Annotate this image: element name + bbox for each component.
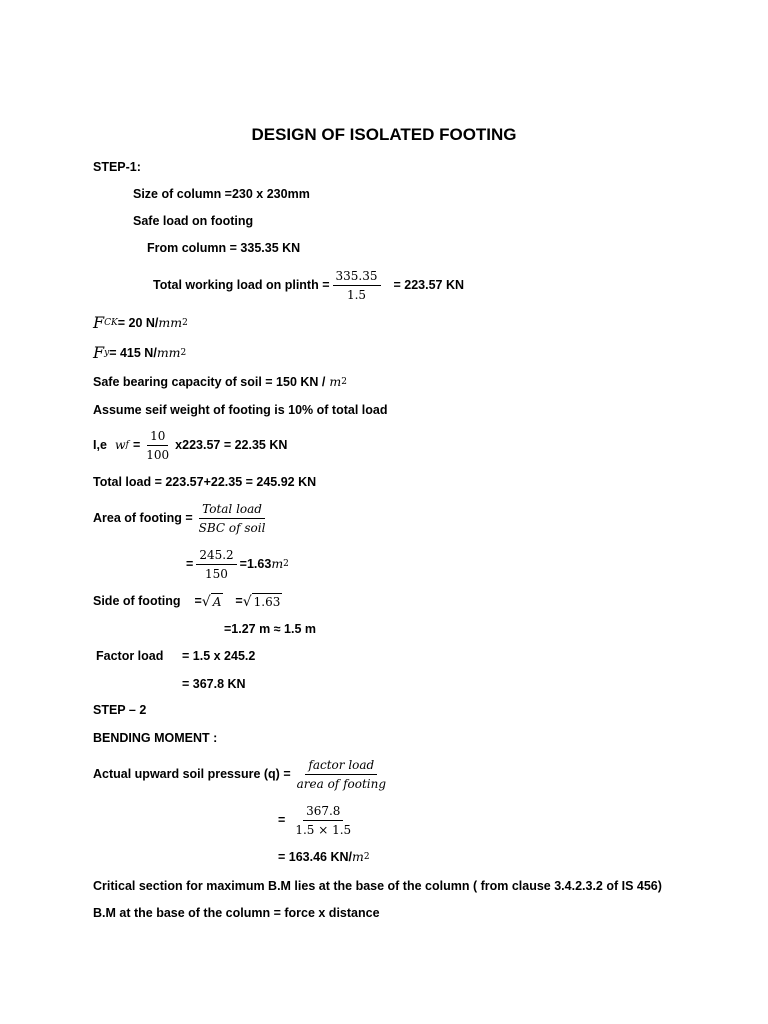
area-calc-fraction (196, 547, 236, 582)
wf-fraction (143, 428, 172, 463)
soil-pressure-result-line: = 163.46 KN/ m 2 (278, 849, 370, 864)
wf-result: x223.57 = 22.35 KN (175, 438, 288, 452)
fck-line: F CK = 20 N/ mm 2 (93, 313, 188, 332)
working-load-fraction (333, 268, 381, 303)
fraction-denominator: area of footing (296, 776, 387, 791)
sqrt-icon: √ (201, 593, 211, 610)
soil-pressure-unit: m (352, 849, 364, 864)
safe-load-line: Safe load on footing (133, 214, 254, 228)
fraction-numerator: Total load (199, 501, 265, 519)
sqrt-value (243, 593, 283, 610)
wf-symbol: w (114, 437, 126, 452)
fraction-denominator: 100 (146, 447, 170, 462)
fraction-numerator: 367.8 (303, 803, 343, 821)
step2-heading: STEP – 2 (93, 703, 147, 717)
side-result-line: =1.27 m ≈ 1.5 m (224, 622, 316, 636)
sqrt-a (202, 593, 224, 610)
critical-section-line: Critical section for maximum B.M lies at the base of the column ( from clause 3.4.2.3.2 of IS 456) (93, 879, 662, 893)
side-equals-1: = (194, 594, 202, 608)
area-label: Area of footing = (93, 511, 193, 525)
fraction-numerator: 245.2 (196, 547, 236, 565)
sqrt-icon: √ (242, 593, 252, 610)
soil-pressure-line (93, 756, 392, 792)
side-equals-2: = (235, 594, 243, 608)
area-calc-result: =1.63 (239, 557, 272, 571)
self-weight-calc-line: I,e w f = $\frac{10}{100}$ x223.57 = 22.35 KN (93, 428, 288, 462)
fraction-denominator: SBC of soil (198, 520, 266, 535)
fraction-numerator: factor load (305, 757, 377, 775)
side-label: Side of footing (93, 594, 181, 608)
area-calc-unit: m (271, 556, 284, 571)
document-title: DESIGN OF ISOLATED FOOTING (251, 125, 517, 144)
total-load-line: Total load = 223.57+22.35 = 245.92 KN (93, 475, 317, 489)
factor-load-result: = 367.8 KN (182, 677, 246, 691)
factor-load-label: Factor load (96, 649, 164, 663)
sbc-unit: m (329, 374, 342, 389)
soil-pressure-fraction (294, 757, 389, 792)
working-load-label: Total working load on plinth = (153, 278, 330, 292)
bm-base-line: B.M at the base of the column = force x distance (93, 906, 380, 920)
soil-pressure-label: Actual upward soil pressure (q) = (93, 767, 291, 781)
fraction-numerator: 10 (147, 428, 168, 446)
area-calc-line: = $\frac{245.2}{150}$ =1.63 m 2 (186, 547, 289, 581)
radicand-a: A (212, 594, 222, 609)
step1-heading: STEP-1: (93, 160, 141, 174)
fy-value: = 415 N/ (109, 346, 157, 360)
area-formula-line (93, 500, 271, 536)
area-fraction (196, 501, 269, 536)
fy-symbol: F (93, 343, 105, 362)
area-calc-equals: = (186, 557, 194, 571)
soil-pressure-calc-line (278, 802, 357, 838)
working-load-line (153, 267, 464, 303)
sbc-text: Safe bearing capacity of soil = 150 KN / (93, 375, 326, 389)
bending-moment-heading: BENDING MOMENT : (93, 731, 218, 745)
column-size-line: Size of column =230 x 230mm (133, 187, 310, 201)
fck-unit: mm (158, 315, 183, 330)
fy-unit: mm (156, 345, 181, 360)
fy-line: F y = 415 N/ mm 2 (93, 343, 187, 362)
fraction-numerator: 335.35 (333, 268, 381, 286)
fraction-denominator: 150 (205, 566, 228, 581)
working-load-result: = 223.57 KN (393, 278, 465, 292)
soil-pressure-result: = 163.46 KN/ (278, 850, 353, 864)
fraction-denominator: 1.5 × 1.5 (295, 822, 352, 837)
from-column-line: From column = 335.35 KN (147, 241, 301, 255)
self-weight-line: Assume seif weight of footing is 10% of total load (93, 403, 388, 417)
radicand-value: 1.63 (253, 594, 281, 609)
side-footing-line (93, 592, 282, 610)
ie-label: I,e (93, 438, 107, 452)
sbc-line: Safe bearing capacity of soil = 150 KN / m 2 (93, 374, 347, 389)
soil-pressure-calc-fraction (292, 803, 354, 838)
fck-symbol: F (93, 313, 105, 332)
wf-equals: = (132, 438, 141, 452)
factor-load-calc: = 1.5 x 245.2 (182, 649, 256, 663)
fraction-denominator: 1.5 (346, 287, 367, 302)
soil-pressure-calc-equals: = (278, 813, 286, 827)
fck-value: = 20 N/ (117, 316, 159, 330)
